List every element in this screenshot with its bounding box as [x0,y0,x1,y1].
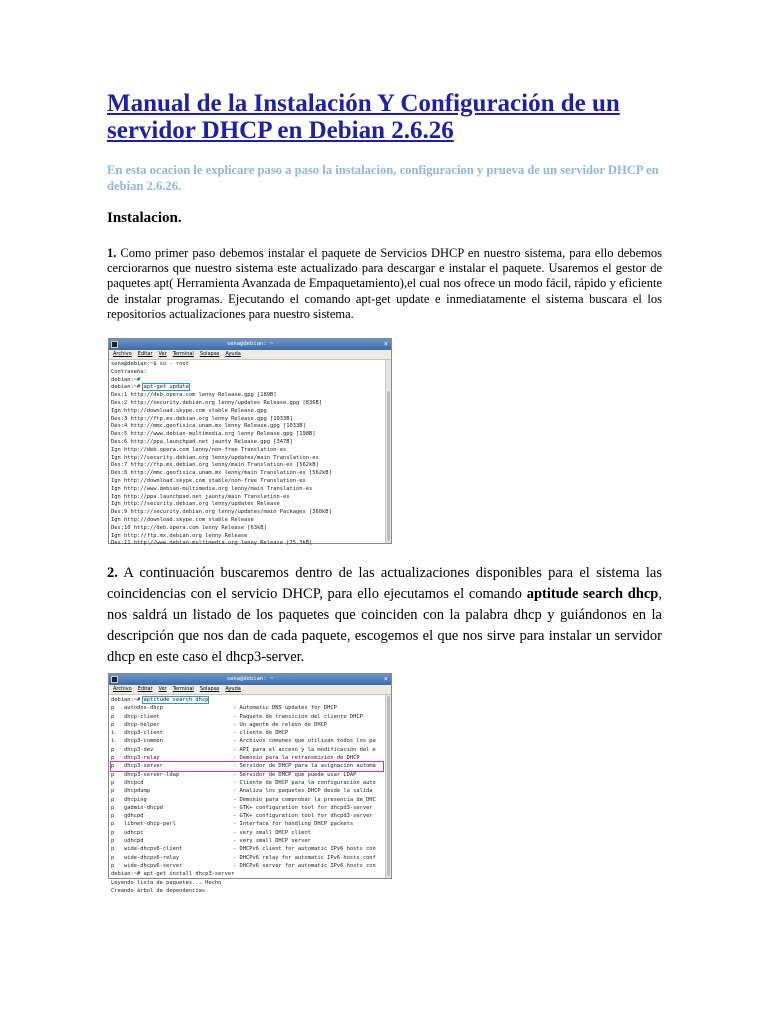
package-row [111,796,383,804]
step-2-text-b: , nos saldrá un listado de los paquetes que coinciden con la palabra dhcp y guiándonos en la descripción que nos dan de cada paquete, escogemos el que nos sirve para instalar un servidor dhcp en este caso el dhcp3-server. [107,586,662,665]
step-2-text-a: A continuación buscaremos dentro de las actualizaciones disponibles para el sistema las coincidencias con el servicio DHCP, para ello ejecutamos el comando [107,565,662,602]
package-row [111,804,383,812]
terminal-menubar [109,685,391,695]
terminal-line: Des:7 http://ftp.mx.debian.org lenny/main Translation-es [562kB] [111,462,319,469]
terminal-scrollbar[interactable] [385,695,391,878]
terminal-line: Ign http://www.debian-multimedia.org lenny/main Translation-es [111,485,313,492]
terminal-line: Des:2 http://security.debian.org lenny/updates Release.gpg [836B] [111,399,322,406]
package-row [111,854,383,862]
package-description: - DHCPv6 relay for automatic IPv6 hosts conf [233,854,376,861]
terminal-line: Ign http://ppa.launchpad.net jaunty/main Translation-es [111,493,290,500]
package-description: - Demonio para la retransmisión de DHCP [233,755,360,762]
package-description: - very small DHCP client [233,829,311,836]
terminal-line: Ign http://download.skype.com stable Release.gpg [111,407,267,414]
close-icon[interactable]: × [383,340,388,348]
package-name: i dhcp3-common [111,738,163,745]
terminal-icon [111,676,118,683]
terminal-line: Des:11 http://www.debian-multimedia.org lenny Release [25,3kB] [111,540,313,547]
package-name: p dhcp3-relay [111,755,160,762]
document-title: Manual de la Instalación Y Configuración de un servidor DHCP en Debian 2.6.26 [107,90,620,144]
package-row [111,737,383,745]
package-row [111,829,383,837]
terminal-line [111,696,383,704]
intro-paragraph: En esta ocacion le explicare paso a paso la instalacion, configuracion y prueva de un servidor DHCP en debian 2.6.26. [107,163,659,193]
terminal-line: Des:4 http://mmc.geofisica.unam.mx lenny Release.gpg [1033B] [111,423,306,430]
terminal-icon [111,341,118,348]
step-1-number: 1. [107,246,117,260]
package-row [111,779,383,787]
package-row [111,837,383,845]
package-description: - Servidor de DHCP que puede usar LDAP [233,771,357,778]
close-icon[interactable]: × [383,675,388,683]
package-description: - Automatic DNS updates for DHCP [233,705,337,712]
package-description: - GTK+ configuration tool for dhcpd3-server [233,804,373,811]
terminal-line: Ign http://security.debian.org lenny/updates Release [111,501,280,508]
package-description: - DHCPv6 client for automatic IPv6 hosts con [233,846,376,853]
terminal-output [109,695,385,894]
menu-editar[interactable]: Editar [137,351,153,357]
menu-terminal[interactable]: Terminal [172,351,194,357]
package-row [111,754,383,762]
package-description: - Interface for handling DHCP packets [233,821,354,828]
package-row [111,771,383,779]
terminal-title: sena@debian: ~ [226,341,274,347]
package-name: p wide-dhcpv6-relay [111,854,180,861]
terminal-line: Ign http://download.skype.com stable Release [111,516,254,523]
package-description: - Un agente de relevo de DHCP [233,721,328,728]
package-name: p autodns-dhcp [111,705,163,712]
package-description: - Archivos comunes que utilizan todos los pa [233,738,376,745]
menu-ayuda[interactable]: Ayuda [225,351,241,357]
terminal-line: Des:6 http://ppa.launchpad.net jaunty Release.gpg [347B] [111,438,293,445]
menu-editar[interactable]: Editar [137,686,153,692]
menu-solapas[interactable]: Solapas [199,686,220,692]
package-name: p dhcp3-server-ldap [111,771,180,778]
package-row [111,820,383,828]
package-name: p udhcpc [111,829,144,836]
menu-archivo[interactable]: Archivo [113,351,132,357]
package-name: p libnet-dhcp-perl [111,821,176,828]
prompt: debian:~# [111,384,144,391]
step-2-number: 2. [107,565,118,581]
highlighted-command: apt-get update [143,384,189,391]
package-row [111,812,383,820]
package-description: - Analiza los paquetes DHCP desde la salida [233,788,373,795]
package-description: - very small DHCP server [233,838,311,845]
terminal-line: sena@debian:~$ su - root [111,361,189,367]
highlighted-package-row [111,762,383,770]
terminal-line: Leyendo lista de paquetes... Hecho [111,879,222,886]
package-description: - Servidor de DHCP para la asignación automá [233,763,376,770]
terminal-line: Ign http://ftp.mx.debian.org lenny Release [111,532,248,539]
package-description: - GTK+ configuration tool for dhcpd3-server [233,813,373,820]
package-name: p wide-dhcpv6-client [111,846,183,853]
package-name: p gdhcpd [111,813,144,820]
menu-ver[interactable]: Ver [158,686,167,692]
prompt: debian:~# [111,697,144,703]
scrollbar-thumb[interactable] [387,391,390,541]
package-row [111,713,383,721]
package-name: p gadmin-dhcpd [111,804,163,811]
terminal-titlebar [109,674,391,685]
package-name: i dhcp3-client [111,730,163,737]
step-2-paragraph [107,563,662,668]
terminal-line: debian:~# apt-get install dhcp3-server [111,871,235,878]
package-name: p wide-dhcpv6-server [111,862,183,869]
step-2-command: aptitude search dhcp [526,586,659,602]
package-name: p dhcp-helper [111,721,160,728]
terminal-line: Des:8 http://mmc.geofisica.unam.mx lenny/main Translation-es [562kB] [111,470,332,477]
section-heading: Instalacion. [107,210,182,226]
menu-ayuda[interactable]: Ayuda [225,686,241,692]
package-row [111,845,383,853]
package-description: - API para el acceso y la modificación del e [233,746,376,753]
terminal-menubar [109,350,391,360]
terminal-line: debian:~# [111,376,141,383]
terminal-line: Des:3 http://ftp.mx.debian.org lenny Release.gpg [1033B] [111,415,293,422]
package-row [111,729,383,737]
package-name: p dhcp-client [111,713,160,720]
package-description: - cliente de DHCP [233,730,289,737]
package-description: - DHCPv6 server for automatic IPv6 hosts con [233,862,376,869]
terminal-line: Des:5 http://www.debian-multimedia.org lenny Release.gpg [198B] [111,431,316,438]
terminal-line: Creando árbol de dependencias [111,887,206,894]
terminal-screenshot-apt-get-update [108,338,392,547]
terminal-line: Ign http://deb.opera.com lenny/non-free Translation-es [111,446,287,453]
terminal-output [109,360,385,547]
menu-ver[interactable]: Ver [158,351,167,357]
package-name: p dhcp3-dev [111,746,154,753]
package-row [111,721,383,729]
package-name: p udhcpd [111,838,144,845]
package-description: - Paquete de transición del cliente DHCP [233,713,363,720]
highlighted-command: aptitude search dhcp [143,697,209,703]
package-row [111,746,383,754]
terminal-line: Des:1 http://deb.opera.com lenny Release.gpg [189B] [111,392,277,399]
scrollbar-thumb[interactable] [387,696,390,876]
package-description: - Demonio para comprobar la presencia de DHC [233,796,376,803]
package-row [111,704,383,712]
terminal-line: Des:9 http://security.debian.org lenny/updates/main Packages [360kB] [111,509,332,516]
menu-solapas[interactable]: Solapas [199,351,220,357]
step-1-paragraph [107,246,662,322]
terminal-line [111,384,383,392]
menu-terminal[interactable]: Terminal [172,686,194,692]
package-name: p dhcp3-server [111,763,163,770]
terminal-line: Ign http://download.skype.com stable/non-free Translation-es [111,477,306,484]
package-row [111,787,383,795]
step-1-text: Como primer paso debemos instalar el paquete de Servicios DHCP en nuestro sistema, para ello debemos cerciorarnos que nuestro sistema este actualizado para descargar e instalar el paquete. Usaremos el gestor de paquetes apt( Herramienta Avanzada de Empaquetamiento),el cual nos ofrece un modo fácil, rápido y eficiente de instalar programas. Ejecutando el comando apt-get update e inmediatamente el sistema buscara el los repositorios actualizaciones para nuestro sistema. [107,246,662,321]
terminal-screenshot-aptitude-search [108,673,392,894]
package-name: p dhcpdump [111,788,150,795]
menu-archivo[interactable]: Archivo [113,686,132,692]
terminal-line: Des:10 http://deb.opera.com lenny Release [63kB] [111,524,267,531]
package-row [111,862,383,870]
terminal-title: sena@debian: ~ [226,676,274,682]
terminal-titlebar [109,339,391,350]
package-name: p dhcping [111,796,147,803]
terminal-line: Contraseña: [111,368,147,375]
terminal-scrollbar[interactable] [385,360,391,543]
package-name: p dhcpcd [111,779,144,786]
package-description: - Cliente de DHCP para la configuración auto [233,779,376,786]
terminal-line: Ign http://security.debian.org lenny/updates/main Translation-es [111,454,319,461]
